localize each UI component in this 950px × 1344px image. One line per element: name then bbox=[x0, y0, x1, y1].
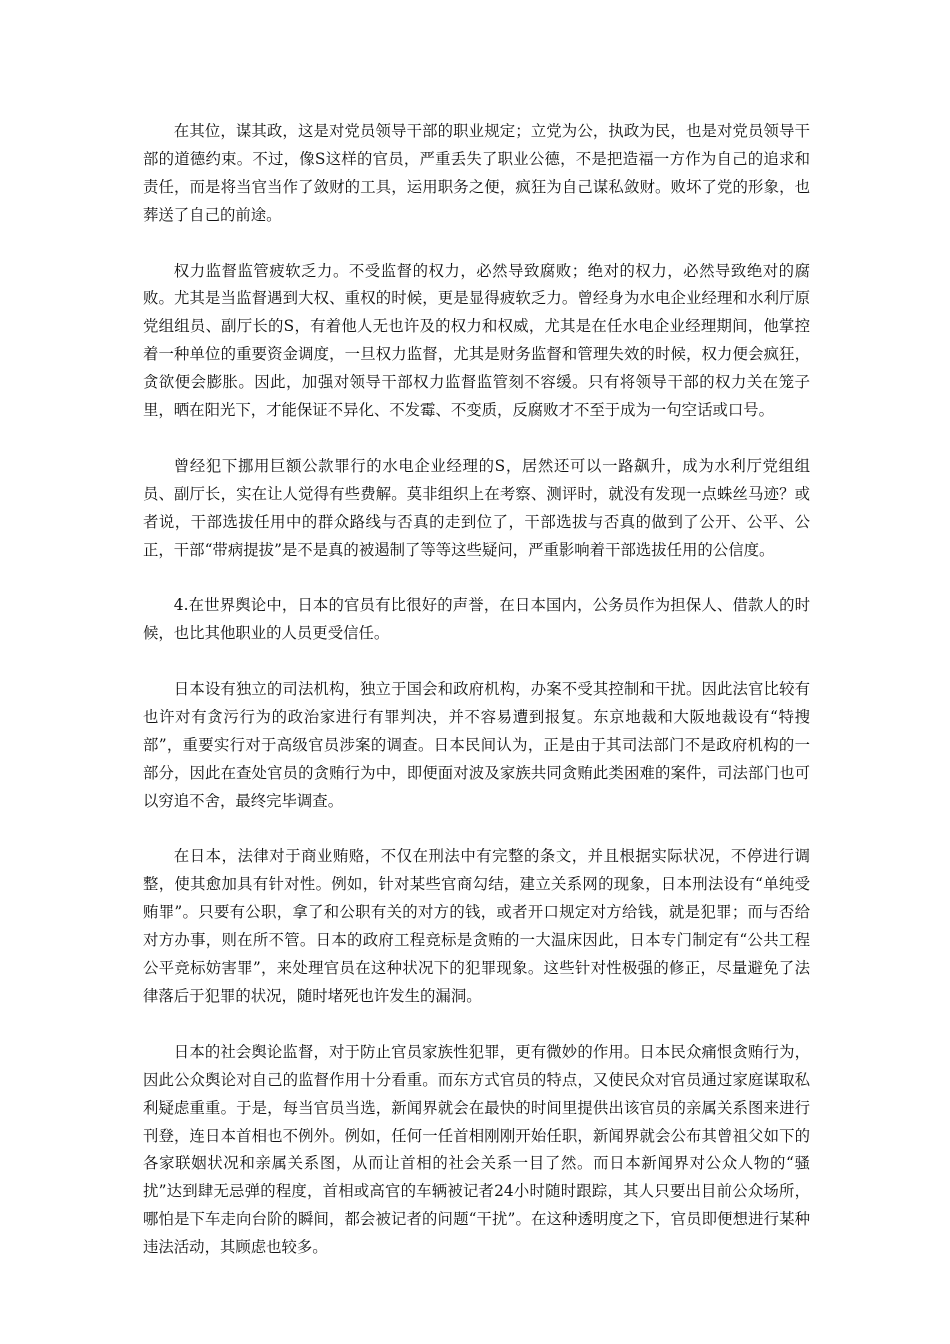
paragraph-4: 4.在世界舆论中，日本的官员有比很好的声誉，在日本国内，公务员作为担保人、借款人的时候，也比其他职业的人员更受信任。 bbox=[143, 596, 810, 643]
paragraph-2: 权力监督监管疲软乏力。不受监督的权力，必然导致腐败；绝对的权力，必然导致绝对的腐败。尤其是当监督遇到大权、重权的时候，更是显得疲软乏力。曾经身为水电企业经理和水利厅原党组组员、副厅长的S，有着他人无也许及的权力和权威，尤其是在任水电企业经理期间，他掌控着一种单位的重要资金调度，一旦权力监督，尤其是财务监督和管理失效的时候，权力便会疯狂，贪欲便会膨胀。因此，加强对领导干部权力监督监管刻不容缓。只有将领导干部的权力关在笼子里，晒在阳光下，才能保证不异化、不发霉、不变质，反腐败才不至于成为一句空话或口号。 bbox=[143, 261, 810, 420]
paragraph-3: 曾经犯下挪用巨额公款罪行的水电企业经理的S，居然还可以一路飙升，成为水利厅党组组员、副厅长，实在让人觉得有些费解。莫非组织上在考察、测评时，就没有发现一点蛛丝马迹？或者说，干部选拔任用中的群众路线与否真的走到位了，干部选拔与否真的做到了公开、公平、公正，干部“带病提拔”是不是真的被遏制了等等这些疑问，严重影响着干部选拔任用的公信度。 bbox=[143, 456, 810, 559]
paragraph-6: 在日本，法律对于商业贿赂，不仅在刑法中有完整的条文，并且根据实际状况，不停进行调整，使其愈加具有针对性。例如，针对某些官商勾结，建立关系网的现象，日本刑法设有“单纯受贿罪”。只要有公职，拿了和公职有关的对方的钱，或者开口规定对方给钱，就是犯罪；而与否给对方办事，则在所不管。日本的政府工程竞标是贪贿的一大温床因此，日本专门制定有“公共工程公平竞标妨害罪”，来处理官员在这种状况下的犯罪现象。这些针对性极强的修正，尽量避免了法律落后于犯罪的状况，随时堵死也许发生的漏洞。 bbox=[143, 847, 810, 1006]
paragraph-1: 在其位，谋其政，这是对党员领导干部的职业规定；立党为公，执政为民，也是对党员领导干部的道德约束。不过，像S这样的官员，严重丢失了职业公德，不是把造福一方作为自己的追求和责任，而是将当官当作了敛财的工具，运用职务之便，疯狂为自己谋私敛财。败坏了党的形象，也葬送了自己的前途。 bbox=[143, 122, 810, 224]
paragraph-5: 日本设有独立的司法机构，独立于国会和政府机构，办案不受其控制和干扰。因此法官比较有也许对有贪污行为的政治家进行有罪判决，并不容易遭到报复。东京地裁和大阪地裁设有“特搜部”，重要实行对于高级官员涉案的调查。日本民间认为，正是由于其司法部门不是政府机构的一部分，因此在查处官员的贪贿行为中，即便面对波及家族共同贪贿此类困难的案件，司法部门也可以穷追不舍，最终完毕调查。 bbox=[143, 680, 810, 810]
document-body bbox=[143, 118, 810, 1290]
paragraph-7: 日本的社会舆论监督，对于防止官员家族性犯罪，更有微妙的作用。日本民众痛恨贪贿行为，因此公众舆论对自己的监督作用十分看重。而东方式官员的特点，又使民众对官员通过家庭谋取私利疑虑重重。于是，每当官员当选，新闻界就会在最快的时间里提供出该官员的亲属关系图来进行刊登，连日本首相也不例外。例如，任何一任首相刚刚开始任职，新闻界就会公布其曾祖父如下的各家联姻状况和亲属关系图，从而让首相的社会关系一目了然。而日本新闻界对公众人物的“骚扰”达到肆无忌弹的程度，首相或高官的车辆被记者24小时随时跟踪，其人只要出目前公众场所，哪怕是下车走向台阶的瞬间，都会被记者的问题“干扰”。在这种透明度之下，官员即便想进行某种违法活动，其顾虑也较多。 bbox=[143, 1042, 810, 1257]
